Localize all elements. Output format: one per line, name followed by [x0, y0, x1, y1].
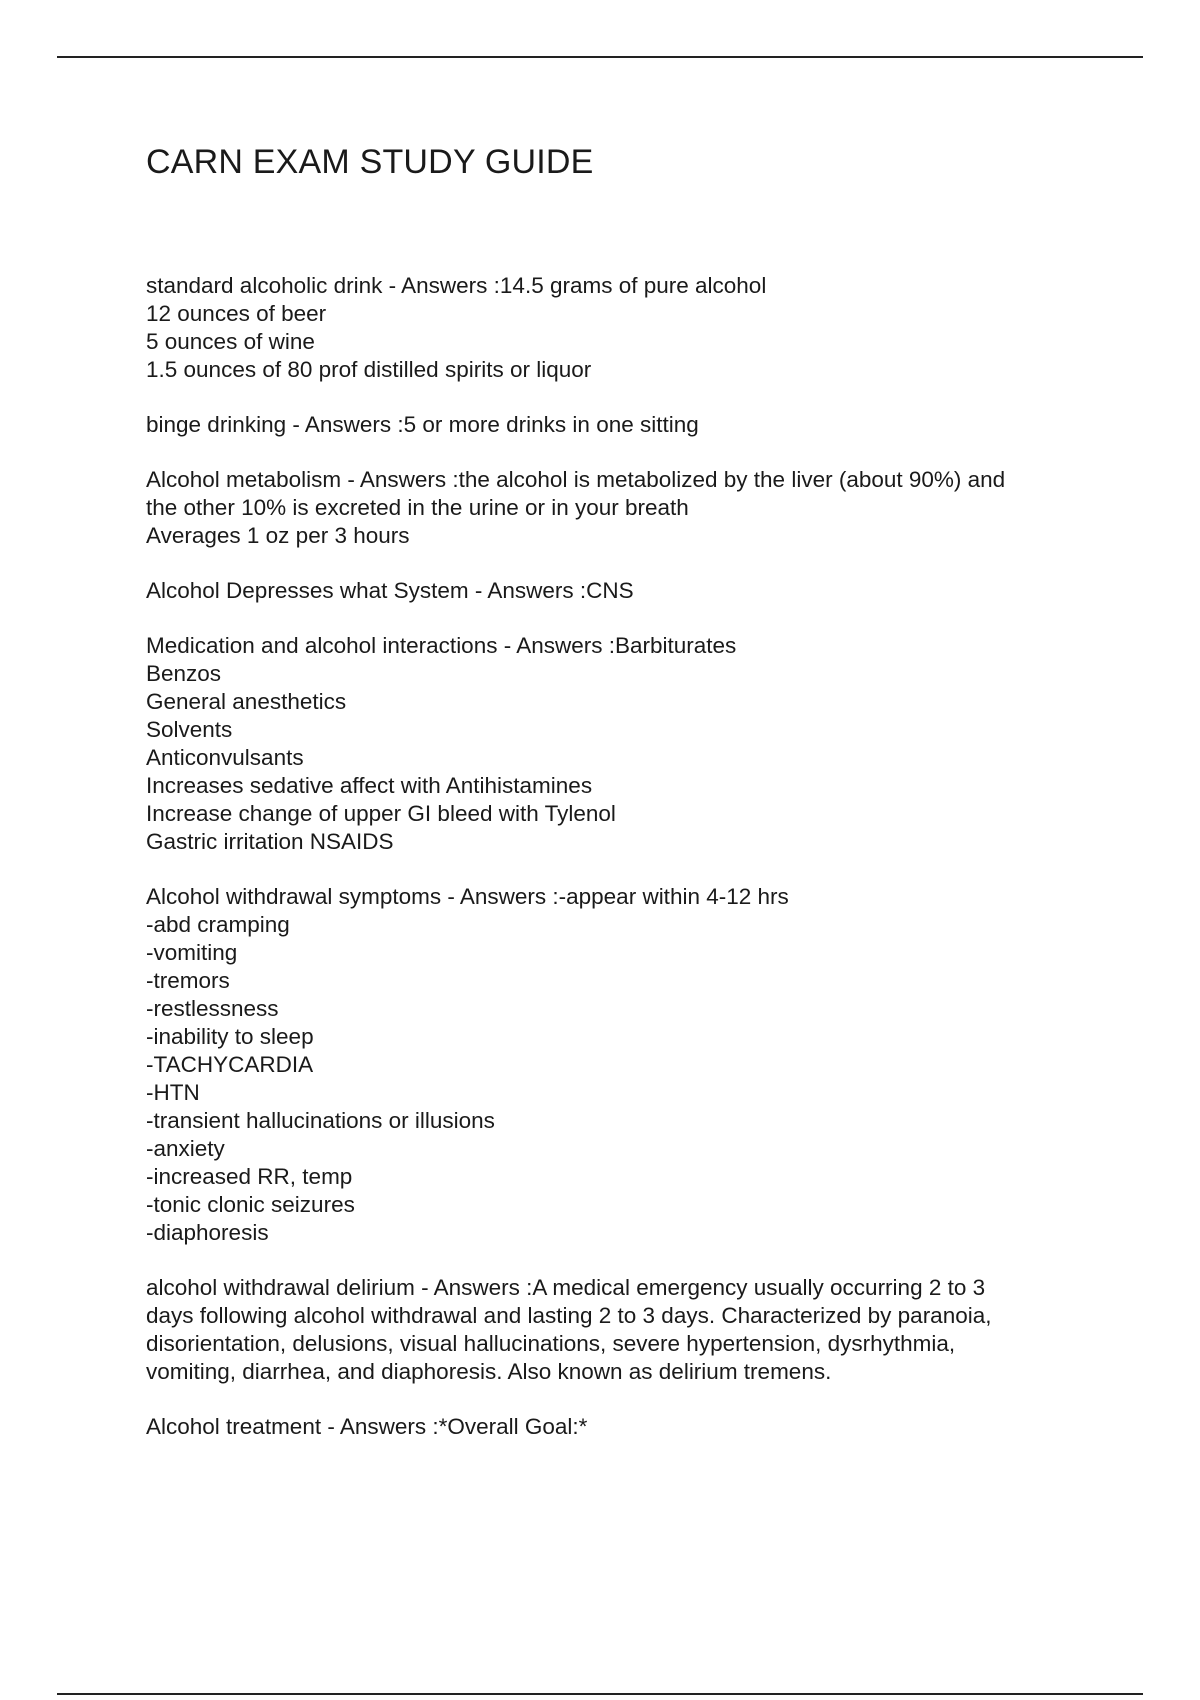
- qa-entry-answer-line: 5 ounces of wine: [146, 329, 315, 354]
- qa-entry-answer-line: -tonic clonic seizures: [146, 1192, 355, 1217]
- qa-entry-answer-line: -increased RR, temp: [146, 1164, 353, 1189]
- qa-entry-answer-line: disorientation, delusions, visual hallucinations, severe hypertension, dysrhythmia,: [146, 1331, 956, 1356]
- qa-entry-answer-line: Benzos: [146, 661, 222, 686]
- qa-entry: [146, 632, 1096, 856]
- qa-entry-question-line: Alcohol treatment - Answers :*Overall Goal:*: [146, 1414, 588, 1439]
- qa-entry: [146, 1274, 1096, 1386]
- qa-entry-question-line: alcohol withdrawal delirium - Answers :A medical emergency usually occurring 2 to 3: [146, 1275, 986, 1300]
- qa-entry-answer-line: -restlessness: [146, 996, 279, 1021]
- qa-entry-answer-line: -abd cramping: [146, 912, 290, 937]
- qa-entry-question-line: Alcohol metabolism - Answers :the alcohol is metabolized by the liver (about 90%) and: [146, 467, 1006, 492]
- qa-entry-answer-line: -TACHYCARDIA: [146, 1052, 314, 1077]
- qa-entry-answer-line: -HTN: [146, 1080, 200, 1105]
- qa-entry: [146, 883, 1096, 1247]
- qa-entry-question-line: binge drinking - Answers :5 or more drinks in one sitting: [146, 412, 699, 437]
- qa-entry: [146, 411, 1096, 439]
- qa-entry-question-line: Medication and alcohol interactions - Answers :Barbiturates: [146, 633, 737, 658]
- qa-entry-answer-line: -anxiety: [146, 1136, 225, 1161]
- qa-entry-question-line: Alcohol Depresses what System - Answers :CNS: [146, 578, 634, 603]
- qa-entry-answer-line: -vomiting: [146, 940, 238, 965]
- qa-entry: [146, 466, 1096, 550]
- study-guide-content: [146, 272, 1096, 1468]
- qa-entry-answer-line: General anesthetics: [146, 689, 347, 714]
- qa-entry-answer-line: vomiting, diarrhea, and diaphoresis. Also known as delirium tremens.: [146, 1359, 832, 1384]
- qa-entry-answer-line: 1.5 ounces of 80 prof distilled spirits or liquor: [146, 357, 592, 382]
- qa-entry-answer-line: Increases sedative affect with Antihistamines: [146, 773, 593, 798]
- qa-entry-answer-line: Gastric irritation NSAIDS: [146, 829, 394, 854]
- qa-entry-answer-line: -transient hallucinations or illusions: [146, 1108, 495, 1133]
- top-rule: [57, 56, 1143, 58]
- qa-entry: [146, 272, 1096, 384]
- qa-entry-answer-line: 12 ounces of beer: [146, 301, 327, 326]
- qa-entry-answer-line: days following alcohol withdrawal and lasting 2 to 3 days. Characterized by paranoia,: [146, 1303, 992, 1328]
- qa-entry: [146, 1413, 1096, 1441]
- qa-entry-answer-line: Increase change of upper GI bleed with Tylenol: [146, 801, 616, 826]
- qa-entry-answer-line: the other 10% is excreted in the urine or in your breath: [146, 495, 689, 520]
- bottom-rule: [57, 1693, 1143, 1695]
- qa-entry-answer-line: Anticonvulsants: [146, 745, 304, 770]
- qa-entry-answer-line: Solvents: [146, 717, 233, 742]
- qa-entry-answer-line: -tremors: [146, 968, 230, 993]
- qa-entry-question-line: Alcohol withdrawal symptoms - Answers :-appear within 4-12 hrs: [146, 884, 789, 909]
- qa-entry-answer-line: -inability to sleep: [146, 1024, 314, 1049]
- document-title: CARN EXAM STUDY GUIDE: [146, 143, 594, 181]
- qa-entry-question-line: standard alcoholic drink - Answers :14.5 grams of pure alcohol: [146, 273, 767, 298]
- qa-entry: [146, 577, 1096, 605]
- qa-entry-answer-line: Averages 1 oz per 3 hours: [146, 523, 410, 548]
- qa-entry-answer-line: -diaphoresis: [146, 1220, 269, 1245]
